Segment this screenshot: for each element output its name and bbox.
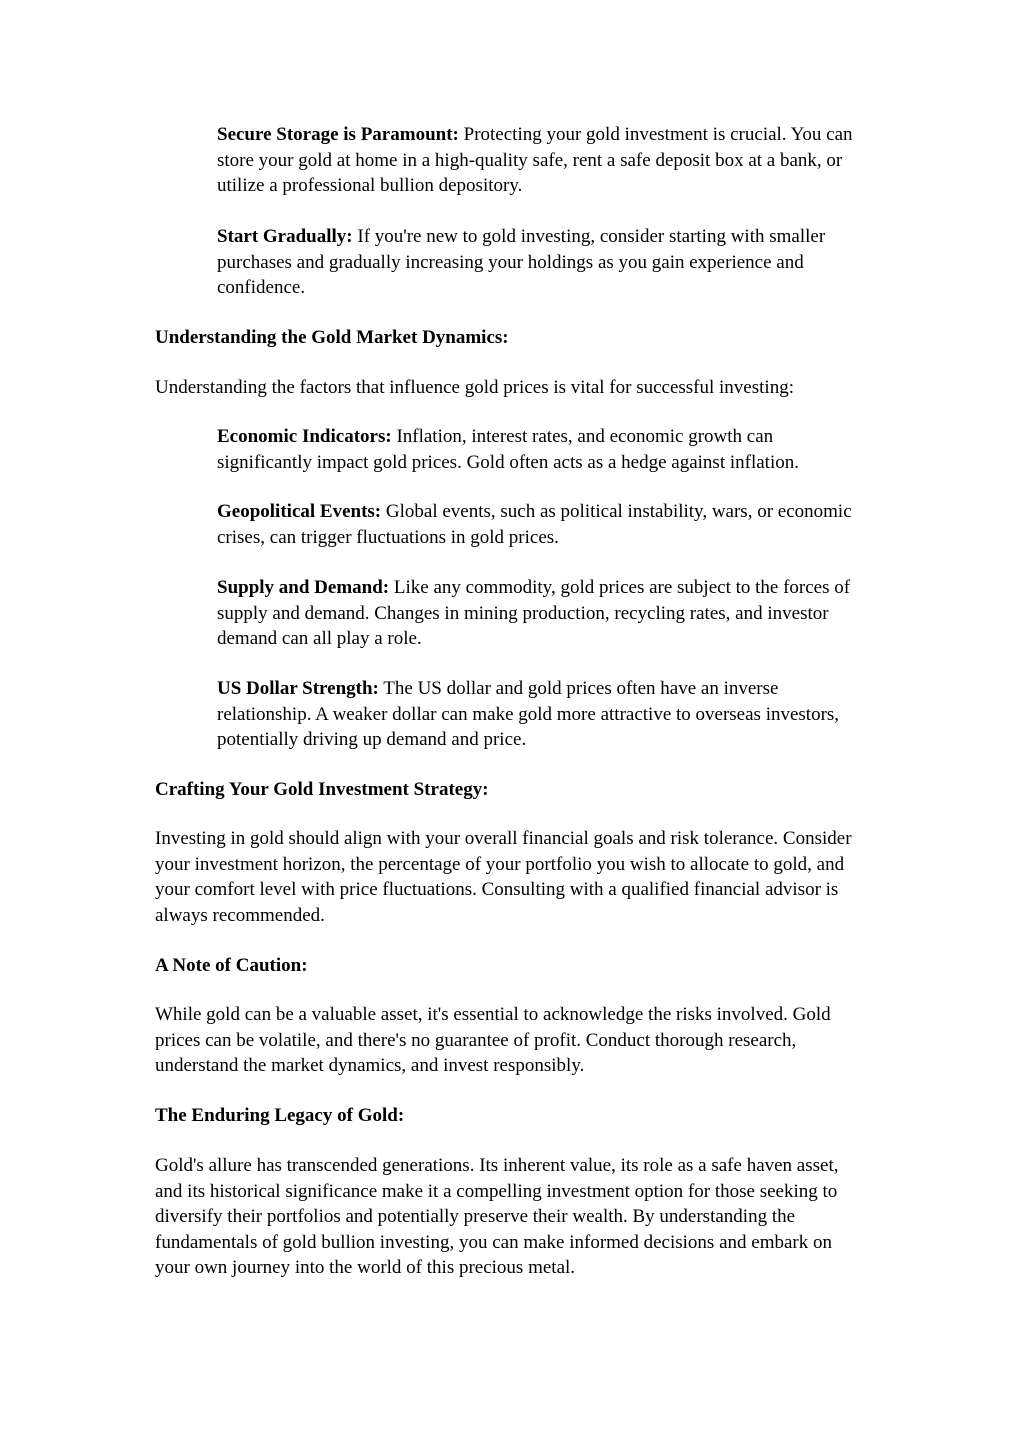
supply-demand-text: Like any commodity, gold prices are subject to the forces of supply and demand. Changes in mining production, recycling rates, and investor demand can all play a role. xyxy=(217,577,851,650)
strategy-paragraph: Investing in gold should align with your overall financial goals and risk tolerance. Consider your investment horizon, the percentage of your portfolio you wish to allocate to gold, and your comfort level with price fluctuations. Consulting with a qualified financial advisor is always recommended. xyxy=(155,828,852,926)
geopolitical-events-paragraph xyxy=(217,499,872,550)
us-dollar-paragraph xyxy=(217,676,872,753)
supply-demand-paragraph xyxy=(217,575,872,652)
economic-indicators-text: Inflation, interest rates, and economic growth can significantly impact gold prices. Gold often acts as a hedge against inflation. xyxy=(217,426,799,473)
economic-indicators-paragraph xyxy=(217,424,872,475)
start-gradually-paragraph xyxy=(217,224,872,301)
economic-indicators-label: Economic Indicators: xyxy=(217,426,392,447)
legacy-heading: The Enduring Legacy of Gold: xyxy=(155,1105,405,1126)
caution-heading: A Note of Caution: xyxy=(155,955,308,976)
start-gradually-text: If you're new to gold investing, consider starting with smaller purchases and gradually increasing your holdings as you gain experience and confidence. xyxy=(217,226,826,299)
geopolitical-events-text: Global events, such as political instability, wars, or economic crises, can trigger fluctuations in gold prices. xyxy=(217,501,852,548)
market-dynamics-intro: Understanding the factors that influence gold prices is vital for successful investing: xyxy=(155,377,794,398)
secure-storage-label: Secure Storage is Paramount: xyxy=(217,124,459,145)
us-dollar-label: US Dollar Strength: xyxy=(217,678,379,699)
secure-storage-paragraph xyxy=(217,122,872,199)
supply-demand-label: Supply and Demand: xyxy=(217,577,390,598)
market-dynamics-heading: Understanding the Gold Market Dynamics: xyxy=(155,327,509,348)
strategy-heading: Crafting Your Gold Investment Strategy: xyxy=(155,779,489,800)
start-gradually-label: Start Gradually: xyxy=(217,226,353,247)
geopolitical-events-label: Geopolitical Events: xyxy=(217,501,382,522)
us-dollar-text: The US dollar and gold prices often have an inverse relationship. A weaker dollar can make gold more attractive to overseas investors, potentially driving up demand and price. xyxy=(217,678,840,751)
caution-paragraph: While gold can be a valuable asset, it's essential to acknowledge the risks involved. Gold prices can be volatile, and there's no guarantee of profit. Conduct thorough research, understand the market dynamics, and invest responsibly. xyxy=(155,1004,831,1077)
legacy-paragraph: Gold's allure has transcended generations. Its inherent value, its role as a safe haven asset, and its historical significance make it a compelling investment option for those seeking to diversify their portfolios and potentially preserve their wealth. By understanding the fundamentals of gold bullion investing, you can make informed decisions and embark on your own journey into the world of this precious metal. xyxy=(155,1155,839,1279)
secure-storage-text: Protecting your gold investment is crucial. You can store your gold at home in a high-quality safe, rent a safe deposit box at a bank, or utilize a professional bullion depository. xyxy=(217,124,853,197)
